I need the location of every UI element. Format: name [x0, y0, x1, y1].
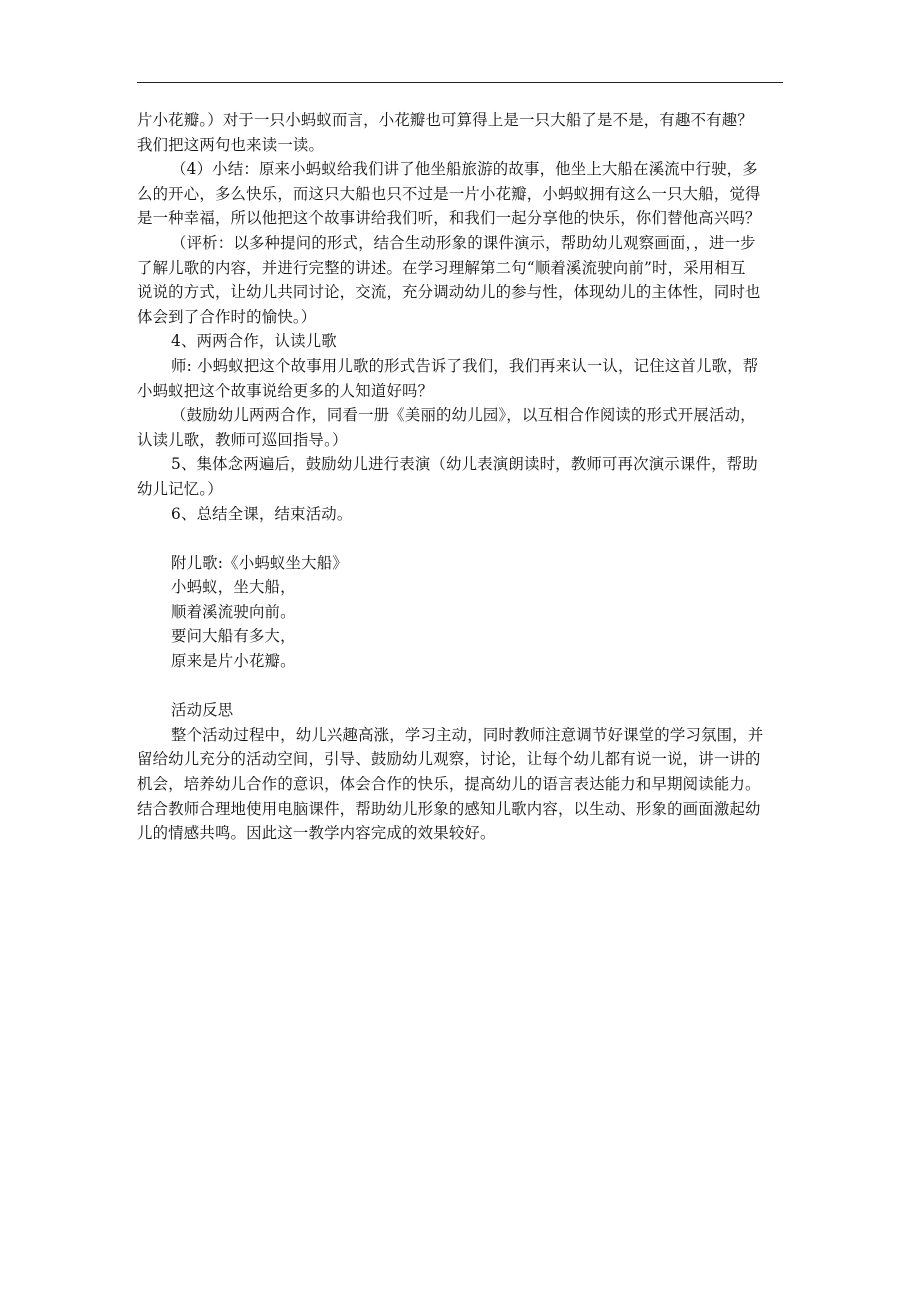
text-line: （4）小结：原来小蚂蚁给我们讲了他坐船旅游的故事，他坐上大船在溪流中行驶，多 [171, 160, 758, 179]
text-line: 幼儿记忆。） [137, 479, 223, 498]
blank-line [137, 526, 793, 551]
text-line: 体会到了合作时的愉快。） [137, 307, 317, 326]
reflection-heading: 活动反思 [171, 701, 234, 720]
poem-line: 小蚂蚁，坐大船， [171, 578, 296, 597]
text-line: 我们把这两句也来读一读。 [137, 135, 325, 154]
text-line: （鼓励幼儿两两合作，同看一册《美丽的幼儿园》，以互相合作阅读的形式开展活动， [171, 406, 756, 425]
text-line: 小蚂蚁把这个故事说给更多的人知道好吗？ [137, 381, 434, 400]
text-line: 认读儿歌，教师可巡回指导。） [137, 430, 348, 449]
poem-line: 原来是片小花瓣。 [171, 652, 296, 671]
text-line: 么的开心，多么快乐，而这只大船也只不过是一片小花瓣，小蚂蚁拥有这么一只大船，觉得 [137, 184, 761, 203]
text-line: 整个活动过程中，幼儿兴趣高涨，学习主动，同时教师注意调节好课堂的学习氛围，并 [171, 725, 764, 744]
section-heading: 6、总结全课，结束活动。 [171, 504, 353, 523]
text-line: 留给幼儿充分的活动空间，引导、鼓励幼儿观察，讨论，让每个幼儿都有说一说，讲一讲的 [137, 750, 761, 769]
poem-line: 顺着溪流驶向前。 [171, 602, 296, 621]
text-line: 是一种幸福，所以他把这个故事讲给我们听，和我们一起分享他的快乐，你们替他高兴吗？ [137, 209, 761, 228]
text-line: 片小花瓣。）对于一只小蚂蚁而言，小花瓣也可算得上是一只大船了是不是，有趣不有趣？ [137, 111, 753, 129]
blank-line [137, 674, 793, 699]
text-line: 说说的方式，让幼儿共同讨论，交流，充分调动幼儿的参与性，体现幼儿的主体性，同时也 [137, 283, 761, 302]
section-heading: 5、集体念两遍后，鼓励幼儿进行表演（幼儿表演朗读时，教师可再次演示课件，帮助 [171, 455, 758, 474]
header-rule [137, 82, 783, 83]
text-line: 结合教师合理地使用电脑课件，帮助幼儿形象的感知儿歌内容，以生动、形象的画面激起幼 [137, 799, 761, 818]
document-body [137, 108, 793, 846]
poem-title: 附儿歌:《小蚂蚁坐大船》 [171, 553, 348, 572]
poem-line: 要问大船有多大， [171, 627, 296, 646]
text-line: 儿的情感共鸣。因此这一教学内容完成的效果较好。 [137, 824, 496, 843]
text-line: 机会，培养幼儿合作的意识，体会合作的快乐，提高幼儿的语言表达能力和早期阅读能力。 [137, 775, 761, 794]
text-line: 师: 小蚂蚁把这个故事用儿歌的形式告诉了我们，我们再来认一认，记住这首儿歌，帮 [171, 356, 759, 375]
section-heading: 4、两两合作，认读儿歌 [171, 332, 337, 351]
text-line: （评析：以多种提问的形式，结合生动形象的课件演示，帮助幼儿观察画面，，进一步 [171, 233, 756, 252]
text-line: 了解儿歌的内容，并进行完整的讲述。在学习理解第二句“顺着溪流驶向前”时，采用相互 [137, 258, 746, 277]
